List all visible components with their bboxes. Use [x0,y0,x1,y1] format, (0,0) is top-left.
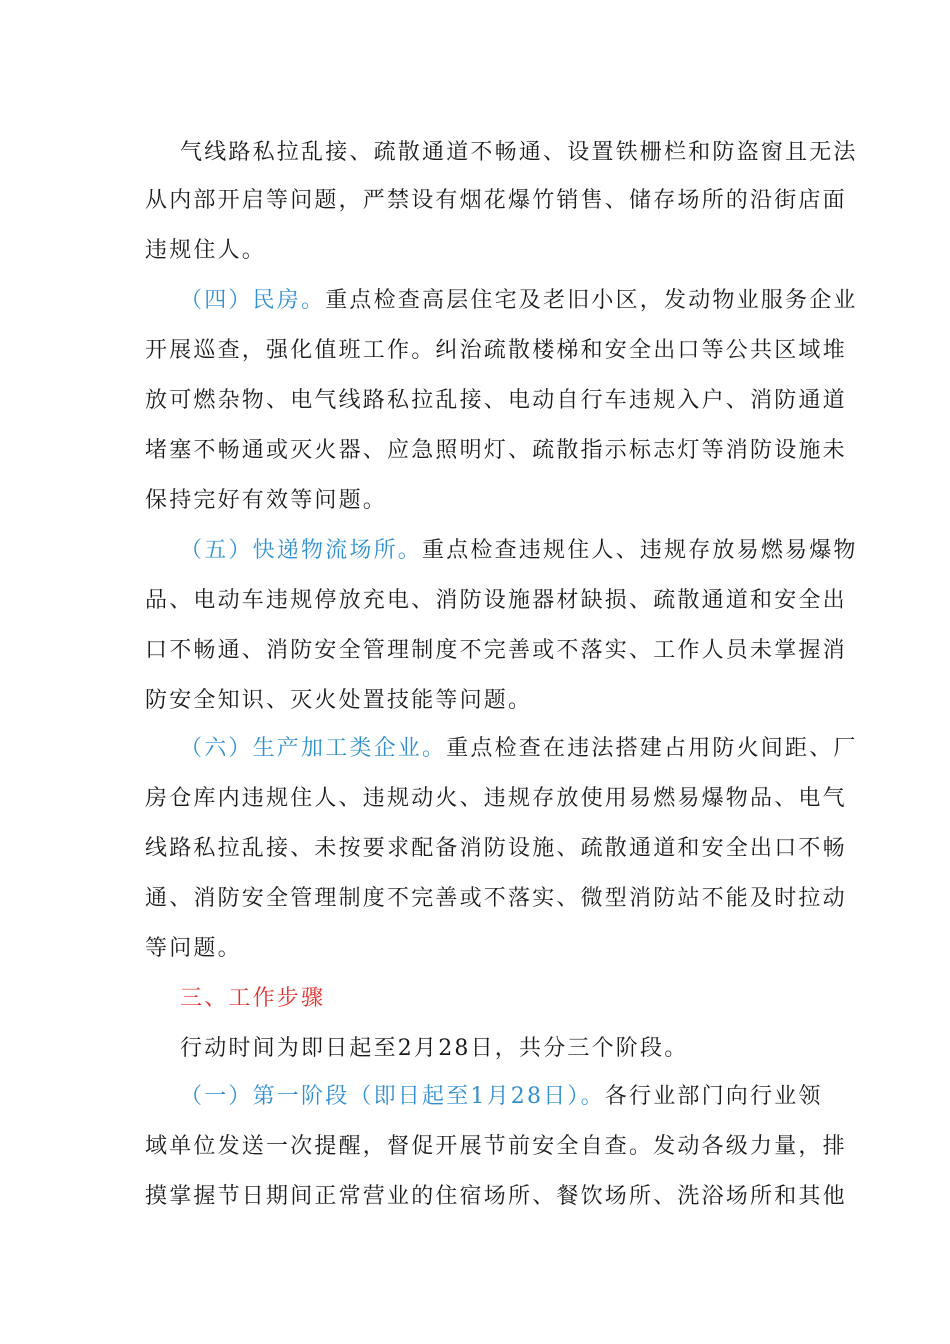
paragraph-line: 域单位发送一次提醒，督促开展节前安全自查。发动各级力量，排 [145,1134,847,1159]
phase-heading-first: （一）第一阶段（即日起至1月28日）。 [180,1084,605,1109]
paragraph-line: 通、消防安全管理制度不完善或不落实、微型消防站不能及时拉动 [145,886,847,911]
paragraph-line: 从内部开启等问题，严禁设有烟花爆竹销售、储存场所的沿街店面 [145,188,847,213]
paragraph-line: 气线路私拉乱接、疏散通道不畅通、设置铁栅栏和防盗窗且无法 [180,140,858,165]
paragraph-line: 堵塞不畅通或灭火器、应急照明灯、疏散指示标志灯等消防设施未 [145,438,847,463]
paragraph-line [180,1082,823,1112]
paragraph-line: 房仓库内违规住人、违规动火、违规存放使用易燃易爆物品、电气 [145,786,847,811]
paragraph-line: 行动时间为即日起至2月28日，共分三个阶段。 [180,1036,689,1061]
paragraph-line: 保持完好有效等问题。 [145,488,388,513]
paragraph-line: 等问题。 [145,936,242,961]
paragraph-line: 开展巡查，强化值班工作。纠治疏散楼梯和安全出口等公共区域堆 [145,338,847,363]
paragraph-line: 放可燃杂物、电气线路私拉乱接、电动自行车违规入户、消防通道 [145,388,847,413]
paragraph-line: 线路私拉乱接、未按要求配备消防设施、疏散通道和安全出口不畅 [145,836,847,861]
section-heading-manufacturing: （六）生产加工类企业。 [180,736,447,761]
paragraph-text: 重点检查在违法搭建占用防火间距、厂 [446,736,858,761]
paragraph-line: 口不畅通、消防安全管理制度不完善或不落实、工作人员未掌握消 [145,638,847,663]
section-heading-logistics: （五）快递物流场所。 [180,538,423,563]
paragraph-line: 防安全知识、灭火处置技能等问题。 [145,688,533,713]
paragraph-line [180,536,858,566]
paragraph-line: 品、电动车违规停放充电、消防设施器材缺损、疏散通道和安全出 [145,588,847,613]
section-heading-residential: （四）民房。 [180,288,326,313]
paragraph-text: 各行业部门向行业领 [604,1084,823,1109]
paragraph-line [180,286,858,316]
paragraph-text: 重点检查违规住人、违规存放易燃易爆物 [422,538,858,563]
paragraph-line: 违规住人。 [145,238,267,263]
paragraph-line: 摸掌握节日期间正常营业的住宿场所、餐饮场所、洗浴场所和其他 [145,1184,847,1209]
section-title: 三、工作步骤 [180,986,326,1011]
paragraph-line [180,734,858,764]
paragraph-text: 重点检查高层住宅及老旧小区，发动物业服务企业 [325,288,858,313]
